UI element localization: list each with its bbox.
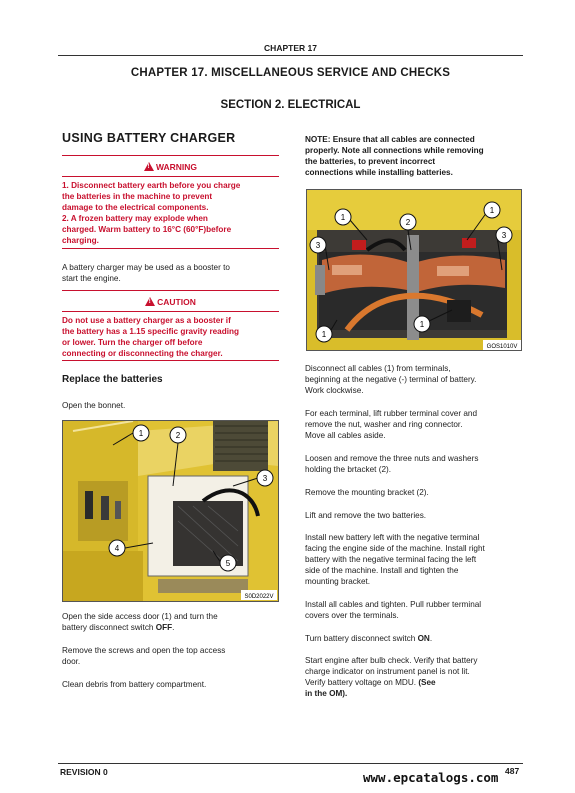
note-line: properly. Note all connections while removing — [305, 146, 484, 155]
caution-header — [62, 297, 279, 307]
warning-triangle-icon — [144, 162, 154, 171]
caution-rule-top — [62, 290, 279, 291]
text-line: beginning at the negative (-) terminal of battery. — [305, 375, 477, 384]
caution-rule-bottom — [62, 360, 279, 361]
step-install-cables — [305, 599, 530, 621]
caution-line: connecting or disconnecting the charger. — [62, 349, 223, 358]
revision-label: REVISION 0 — [60, 767, 108, 777]
note-text — [305, 134, 527, 178]
chapter-label: CHAPTER 17 — [264, 43, 317, 53]
caution-triangle-icon — [145, 297, 155, 306]
watermark-text: www.epcatalogs.com — [363, 770, 499, 785]
text-line: For each terminal, lift rubber terminal cover and — [305, 409, 478, 418]
step-install-battery — [305, 532, 530, 587]
step-disconnect-cables — [305, 363, 530, 396]
step-remove-screws — [62, 645, 287, 667]
note-line: NOTE: Ensure that all cables are connected — [305, 135, 475, 144]
photo-callout: 1 — [489, 206, 495, 215]
text-line: mounting bracket. — [305, 577, 371, 586]
warning-line: 1. Disconnect battery earth before you charge — [62, 181, 241, 190]
text-line — [305, 688, 530, 699]
caution-rule-mid — [62, 311, 279, 312]
switch-on-label: ON — [417, 634, 430, 643]
photo-code: GOS1010V — [486, 344, 518, 350]
warning-label: WARNING — [155, 162, 198, 172]
note-line: the batteries, to prevent incorrect — [305, 157, 436, 166]
caution-text — [62, 315, 287, 359]
text-line: Lift and remove the two batteries. — [305, 511, 427, 520]
step-clean-debris — [62, 679, 287, 690]
text-line: battery with the negative terminal facing the left — [305, 555, 477, 564]
switch-off-label: OFF — [155, 623, 173, 632]
photo-callout: 1 — [340, 213, 346, 222]
text-part: Turn battery disconnect switch — [305, 634, 418, 643]
photo-code: S0D2022V — [244, 594, 274, 600]
text-part: in the OM). — [305, 689, 348, 698]
step-loosen-nuts — [305, 453, 530, 475]
text-part: (See — [418, 678, 436, 687]
page-number: 487 — [505, 766, 520, 776]
step-switch-on — [305, 633, 530, 644]
warning-line: the batteries in the machine to prevent — [62, 192, 213, 201]
footer-rule — [58, 763, 523, 764]
note-line: connections while installing batteries. — [305, 168, 453, 177]
text-line: Disconnect all cables (1) from terminals, — [305, 364, 451, 373]
section-heading: USING BATTERY CHARGER — [62, 131, 236, 145]
photo-callout: 1 — [138, 429, 144, 438]
caution-label: CAUTION — [157, 297, 196, 307]
batteries-photo — [306, 189, 522, 351]
text-line: Work clockwise. — [305, 386, 364, 395]
photo-callout: 2 — [405, 218, 411, 227]
text-line: Move all cables aside. — [305, 431, 386, 440]
text-line — [62, 622, 287, 633]
section-title: SECTION 2. ELECTRICAL — [220, 99, 361, 111]
text-line: Loosen and remove the three nuts and washers — [305, 454, 479, 463]
photo-callout: 5 — [225, 559, 231, 568]
text-line: Install all cables and tighten. Pull rubber terminal — [305, 600, 482, 609]
replace-batteries-heading: Replace the batteries — [62, 374, 163, 385]
text-line: A battery charger may be used as a booster to — [62, 263, 230, 272]
warning-header — [62, 162, 279, 172]
caution-line: or lower. Turn the charger off before — [62, 338, 203, 347]
photo-callout: 3 — [501, 231, 507, 240]
step-start-engine — [305, 655, 530, 699]
open-bonnet-text: Open the bonnet. — [62, 401, 126, 410]
warning-rule-top — [62, 155, 279, 156]
text-line: start the engine. — [62, 274, 121, 283]
caution-line: the battery has a 1.15 specific gravity reading — [62, 327, 240, 336]
warning-line: damage to the electrical components. — [62, 203, 209, 212]
text-line: Remove the mounting bracket (2). — [305, 488, 429, 497]
photo-callout: 3 — [262, 474, 268, 483]
text-line — [305, 677, 530, 688]
photo-callout: 2 — [175, 431, 181, 440]
warning-rule-bottom — [62, 248, 279, 249]
step-lift-cover — [305, 408, 530, 441]
photo-callout: 4 — [114, 544, 120, 553]
photo-callout: 1 — [321, 330, 327, 339]
text-line: Start engine after bulb check. Verify that battery — [305, 656, 478, 665]
battery-compartment-photo — [62, 420, 279, 602]
text-part: Verify battery voltage on MDU. — [305, 678, 419, 687]
text-line: remove the nut, washer and ring connector. — [305, 420, 463, 429]
text-part: . — [429, 634, 433, 643]
warning-text — [62, 180, 287, 246]
step-lift-batteries — [305, 510, 530, 521]
warning-rule-mid — [62, 176, 279, 177]
text-line: side of the machine. Install and tighten the — [305, 566, 459, 575]
caution-line: Do not use a battery charger as a booster if — [62, 316, 231, 325]
photo-callout: 1 — [419, 320, 425, 329]
warning-line: charging. — [62, 236, 99, 245]
text-line: holding the brtacket (2). — [305, 465, 392, 474]
text-line: Install new battery left with the negative terminal — [305, 533, 480, 542]
text-line: covers over the terminals. — [305, 611, 399, 620]
photo-callout: 3 — [315, 241, 321, 250]
text-line: door. — [62, 657, 81, 666]
warning-line: charged. Warm battery to 16°C (60°F)before — [62, 225, 232, 234]
header-rule — [58, 55, 523, 56]
text-part: battery disconnect switch — [62, 623, 156, 632]
chapter-title: CHAPTER 17. MISCELLANEOUS SERVICE AND CHECKS — [130, 67, 451, 79]
text-line: facing the engine side of the machine. Install right — [305, 544, 485, 553]
text-part: . — [172, 623, 175, 632]
text-line: Open the side access door (1) and turn the — [62, 612, 218, 621]
text-line: Remove the screws and open the top access — [62, 646, 226, 655]
warning-line: 2. A frozen battery may explode when — [62, 214, 208, 223]
step-open-side-door — [62, 611, 287, 633]
text-line: Clean debris from battery compartment. — [62, 680, 207, 689]
step-remove-bracket — [305, 487, 530, 498]
booster-text — [62, 262, 287, 284]
text-line: charge indicator on instrument panel is not lit. — [305, 667, 470, 676]
